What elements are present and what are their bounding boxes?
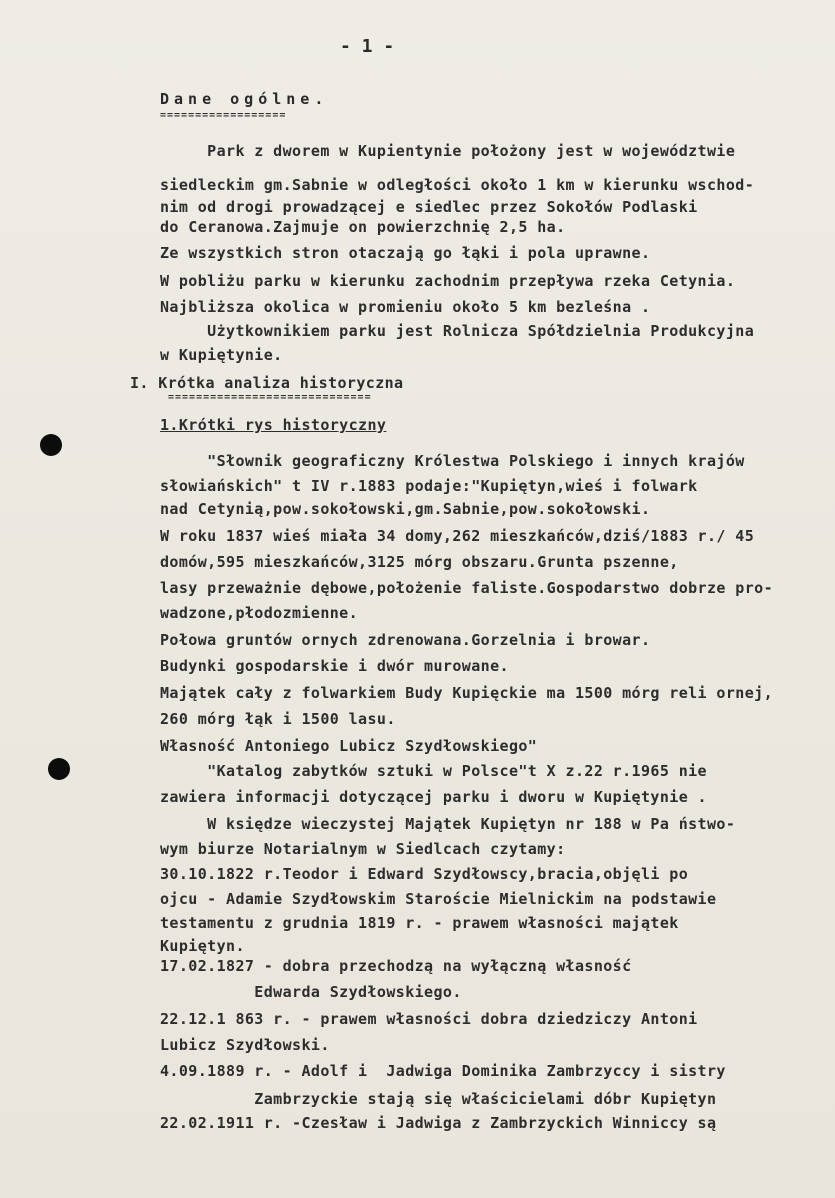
- punch-hole-bottom: [48, 758, 70, 780]
- text-line: Własność Antoniego Lubicz Szydłowskiego": [160, 737, 538, 755]
- text-line: Najbliższa okolica w promieniu około 5 km bezleśna .: [160, 298, 651, 316]
- text-line: Kupiętyn.: [160, 937, 245, 955]
- text-line: nad Cetynią,pow.sokołowski,gm.Sabnie,pow.sokołowski.: [160, 500, 651, 518]
- text-line: "Słownik geograficzny Królestwa Polskiego i innych krajów: [160, 452, 745, 470]
- text-line: 17.02.1827 - dobra przechodzą na wyłączną własność: [160, 957, 632, 975]
- section-underline: =============================: [168, 392, 372, 403]
- text-line: W księdze wieczystej Majątek Kupiętyn nr 188 w Pa ństwo-: [160, 815, 736, 833]
- text-line: wym biurze Notarialnym w Siedlcach czytamy:: [160, 840, 566, 858]
- text-line: Ze wszystkich stron otaczają go łąki i pola uprawne.: [160, 244, 651, 262]
- title-underline: ==================: [160, 110, 287, 121]
- text-line: słowiańskich" t IV r.1883 podaje:"Kupiętyn,wieś i folwark: [160, 477, 698, 495]
- subsection-heading: 1.Krótki rys historyczny: [160, 416, 387, 434]
- text-line: do Ceranowa.Zajmuje on powierzchnię 2,5 ha.: [160, 218, 566, 236]
- text-line: lasy przeważnie dębowe,położenie faliste.Gospodarstwo dobrze pro-: [160, 579, 773, 597]
- text-line: Połowa gruntów ornych zdrenowana.Gorzelnia i browar.: [160, 631, 651, 649]
- page-number: - 1 -: [340, 36, 395, 57]
- text-line: siedleckim gm.Sabnie w odległości około 1 km w kierunku wschod-: [160, 176, 755, 194]
- punch-hole-top: [40, 434, 62, 456]
- text-line: zawiera informacji dotyczącej parku i dworu w Kupiętynie .: [160, 788, 707, 806]
- text-line: 30.10.1822 r.Teodor i Edward Szydłowscy,bracia,objęli po: [160, 865, 689, 883]
- text-line: ojcu - Adamie Szydłowskim Staroście Mielnickim na podstawie: [160, 890, 717, 908]
- text-line: Lubicz Szydłowski.: [160, 1036, 330, 1054]
- text-line: "Katalog zabytków sztuki w Polsce"t X z.22 r.1965 nie: [160, 762, 707, 780]
- text-line: Park z dworem w Kupientynie położony jest w województwie: [160, 142, 736, 160]
- page-title: Dane ogólne.: [160, 90, 329, 108]
- text-line: 22.12.1 863 r. - prawem własności dobra dziedziczy Antoni: [160, 1010, 698, 1028]
- text-line: W roku 1837 wieś miała 34 domy,262 mieszkańców,dziś/1883 r./ 45: [160, 527, 755, 545]
- section-heading: I. Krótka analiza historyczna: [130, 374, 404, 392]
- text-line: nim od drogi prowadzącej e siedlec przez Sokołów Podlaski: [160, 198, 698, 216]
- text-line: w Kupiętynie.: [160, 346, 283, 364]
- text-line: testamentu z grudnia 1819 r. - prawem własności majątek: [160, 914, 679, 932]
- text-line: domów,595 mieszkańców,3125 mórg obszaru.Grunta pszenne,: [160, 553, 679, 571]
- text-line: 22.02.1911 r. -Czesław i Jadwiga z Zambrzyckich Winniccy są: [160, 1114, 717, 1132]
- text-line: 4.09.1889 r. - Adolf i Jadwiga Dominika Zambrzyccy i sistry: [160, 1062, 726, 1080]
- text-line: Zambrzyckie stają się właścicielami dóbr Kupiętyn: [160, 1090, 717, 1108]
- text-line: W pobliżu parku w kierunku zachodnim przepływa rzeka Cetynia.: [160, 272, 736, 290]
- text-line: Budynki gospodarskie i dwór murowane.: [160, 657, 509, 675]
- text-line: 260 mórg łąk i 1500 lasu.: [160, 710, 396, 728]
- text-line: Edwarda Szydłowskiego.: [160, 983, 462, 1001]
- text-line: Użytkownikiem parku jest Rolnicza Spółdzielnia Produkcyjna: [160, 322, 755, 340]
- text-line: wadzone,płodozmienne.: [160, 604, 359, 622]
- text-line: Majątek cały z folwarkiem Budy Kupięckie ma 1500 mórg reli ornej,: [160, 684, 773, 702]
